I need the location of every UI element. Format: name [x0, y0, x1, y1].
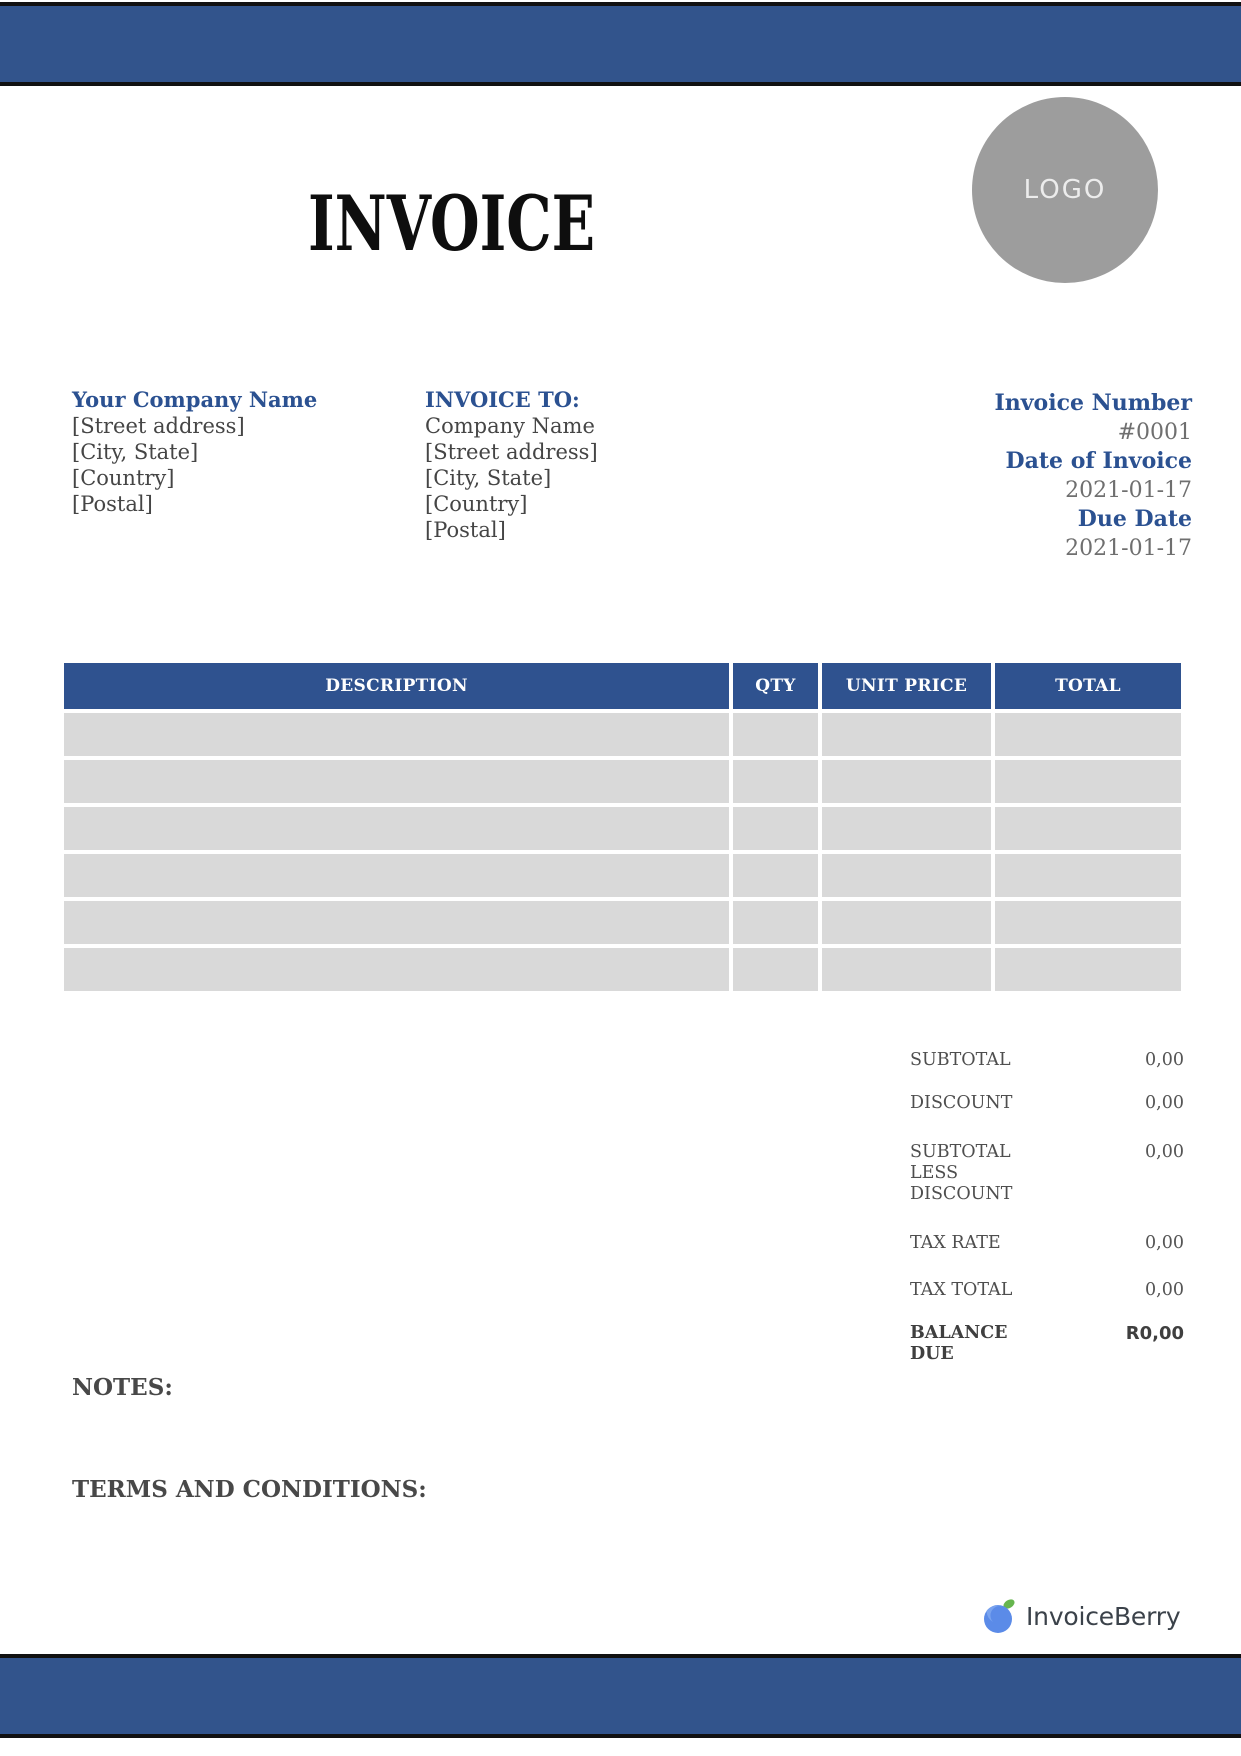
- header-qty: QTY: [733, 663, 818, 709]
- table-body: [64, 713, 1181, 991]
- cell-qty: [733, 713, 818, 756]
- cell-qty: [733, 807, 818, 850]
- header-unit-price: UNIT PRICE: [822, 663, 991, 709]
- cell-qty: [733, 854, 818, 897]
- notes-label: NOTES:: [72, 1374, 173, 1401]
- bottom-accent-bar: [0, 1654, 1241, 1738]
- cell-total: [995, 760, 1181, 803]
- tax-total-label: TAX TOTAL: [910, 1280, 1013, 1300]
- cell-unit-price: [822, 713, 991, 756]
- recipient-company-name: Company Name: [425, 414, 595, 438]
- cell-unit-price: [822, 760, 991, 803]
- recipient-street: [Street address]: [425, 440, 598, 464]
- invoiceberry-icon: [982, 1597, 1018, 1635]
- invoice-date-label: Date of Invoice: [1005, 448, 1192, 474]
- invoice-meta-block: [994, 389, 1192, 563]
- discount-value: 0,00: [1145, 1093, 1184, 1113]
- table-row: [64, 901, 1181, 944]
- invoice-number-value: #0001: [1117, 420, 1192, 445]
- cell-description: [64, 760, 729, 803]
- sender-company-name: Your Company Name: [72, 387, 318, 412]
- cell-unit-price: [822, 807, 991, 850]
- invoice-date-value: 2021-01-17: [1065, 478, 1192, 503]
- table-header-row: [64, 663, 1181, 709]
- header-total: TOTAL: [995, 663, 1181, 709]
- page-title: INVOICE: [308, 179, 596, 268]
- cell-qty: [733, 901, 818, 944]
- invoice-to-heading: INVOICE TO:: [425, 387, 580, 412]
- tax-rate-value: 0,00: [1145, 1233, 1184, 1253]
- discount-label: DISCOUNT: [910, 1093, 1013, 1113]
- table-row: [64, 713, 1181, 756]
- sender-city-state: [City, State]: [72, 440, 199, 464]
- invoice-number-label: Invoice Number: [994, 390, 1192, 416]
- invoiceberry-name: InvoiceBerry: [1026, 1601, 1181, 1631]
- cell-description: [64, 713, 729, 756]
- subtotal-less-discount-label: SUBTOTAL LESS DISCOUNT: [910, 1142, 1013, 1204]
- cell-total: [995, 901, 1181, 944]
- tax-rate-row: [910, 1233, 1184, 1254]
- table-row: [64, 807, 1181, 850]
- cell-total: [995, 854, 1181, 897]
- cell-description: [64, 807, 729, 850]
- cell-description: [64, 948, 729, 991]
- table-row: [64, 948, 1181, 991]
- totals-block: [910, 1050, 1184, 1365]
- balance-due-row: [910, 1323, 1184, 1365]
- terms-label: TERMS AND CONDITIONS:: [72, 1476, 427, 1503]
- invoice-to-block: [425, 387, 598, 543]
- invoiceberry-branding: [982, 1596, 1180, 1636]
- sender-block: [72, 387, 317, 517]
- cell-unit-price: [822, 901, 991, 944]
- balance-due-label: BALANCE DUE: [910, 1323, 1008, 1364]
- recipient-postal: [Postal]: [425, 518, 506, 542]
- sender-country: [Country]: [72, 466, 175, 490]
- due-date-label: Due Date: [1077, 506, 1192, 532]
- cell-description: [64, 854, 729, 897]
- sender-postal: [Postal]: [72, 492, 153, 516]
- logo-placeholder: [972, 97, 1158, 283]
- subtotal-less-discount-row: [910, 1142, 1184, 1205]
- cell-total: [995, 807, 1181, 850]
- cell-unit-price: [822, 854, 991, 897]
- subtotal-label: SUBTOTAL: [910, 1050, 1011, 1070]
- subtotal-value: 0,00: [1145, 1050, 1184, 1070]
- tax-total-row: [910, 1280, 1184, 1301]
- tax-rate-label: TAX RATE: [910, 1233, 1001, 1253]
- cell-total: [995, 948, 1181, 991]
- sender-street: [Street address]: [72, 414, 245, 438]
- line-items-table: [64, 663, 1181, 991]
- tax-total-value: 0,00: [1145, 1280, 1184, 1300]
- logo-placeholder-text: LOGO: [1023, 175, 1107, 205]
- cell-qty: [733, 948, 818, 991]
- cell-description: [64, 901, 729, 944]
- cell-unit-price: [822, 948, 991, 991]
- recipient-country: [Country]: [425, 492, 528, 516]
- balance-due-value: R0,00: [1125, 1323, 1184, 1344]
- due-date-value: 2021-01-17: [1065, 536, 1192, 561]
- subtotal-less-discount-value: 0,00: [1145, 1142, 1184, 1162]
- cell-total: [995, 713, 1181, 756]
- top-accent-bar: [0, 2, 1241, 86]
- recipient-city-state: [City, State]: [425, 466, 552, 490]
- header-description: DESCRIPTION: [64, 663, 729, 709]
- table-row: [64, 854, 1181, 897]
- subtotal-row: [910, 1050, 1184, 1071]
- table-row: [64, 760, 1181, 803]
- discount-row: [910, 1093, 1184, 1114]
- cell-qty: [733, 760, 818, 803]
